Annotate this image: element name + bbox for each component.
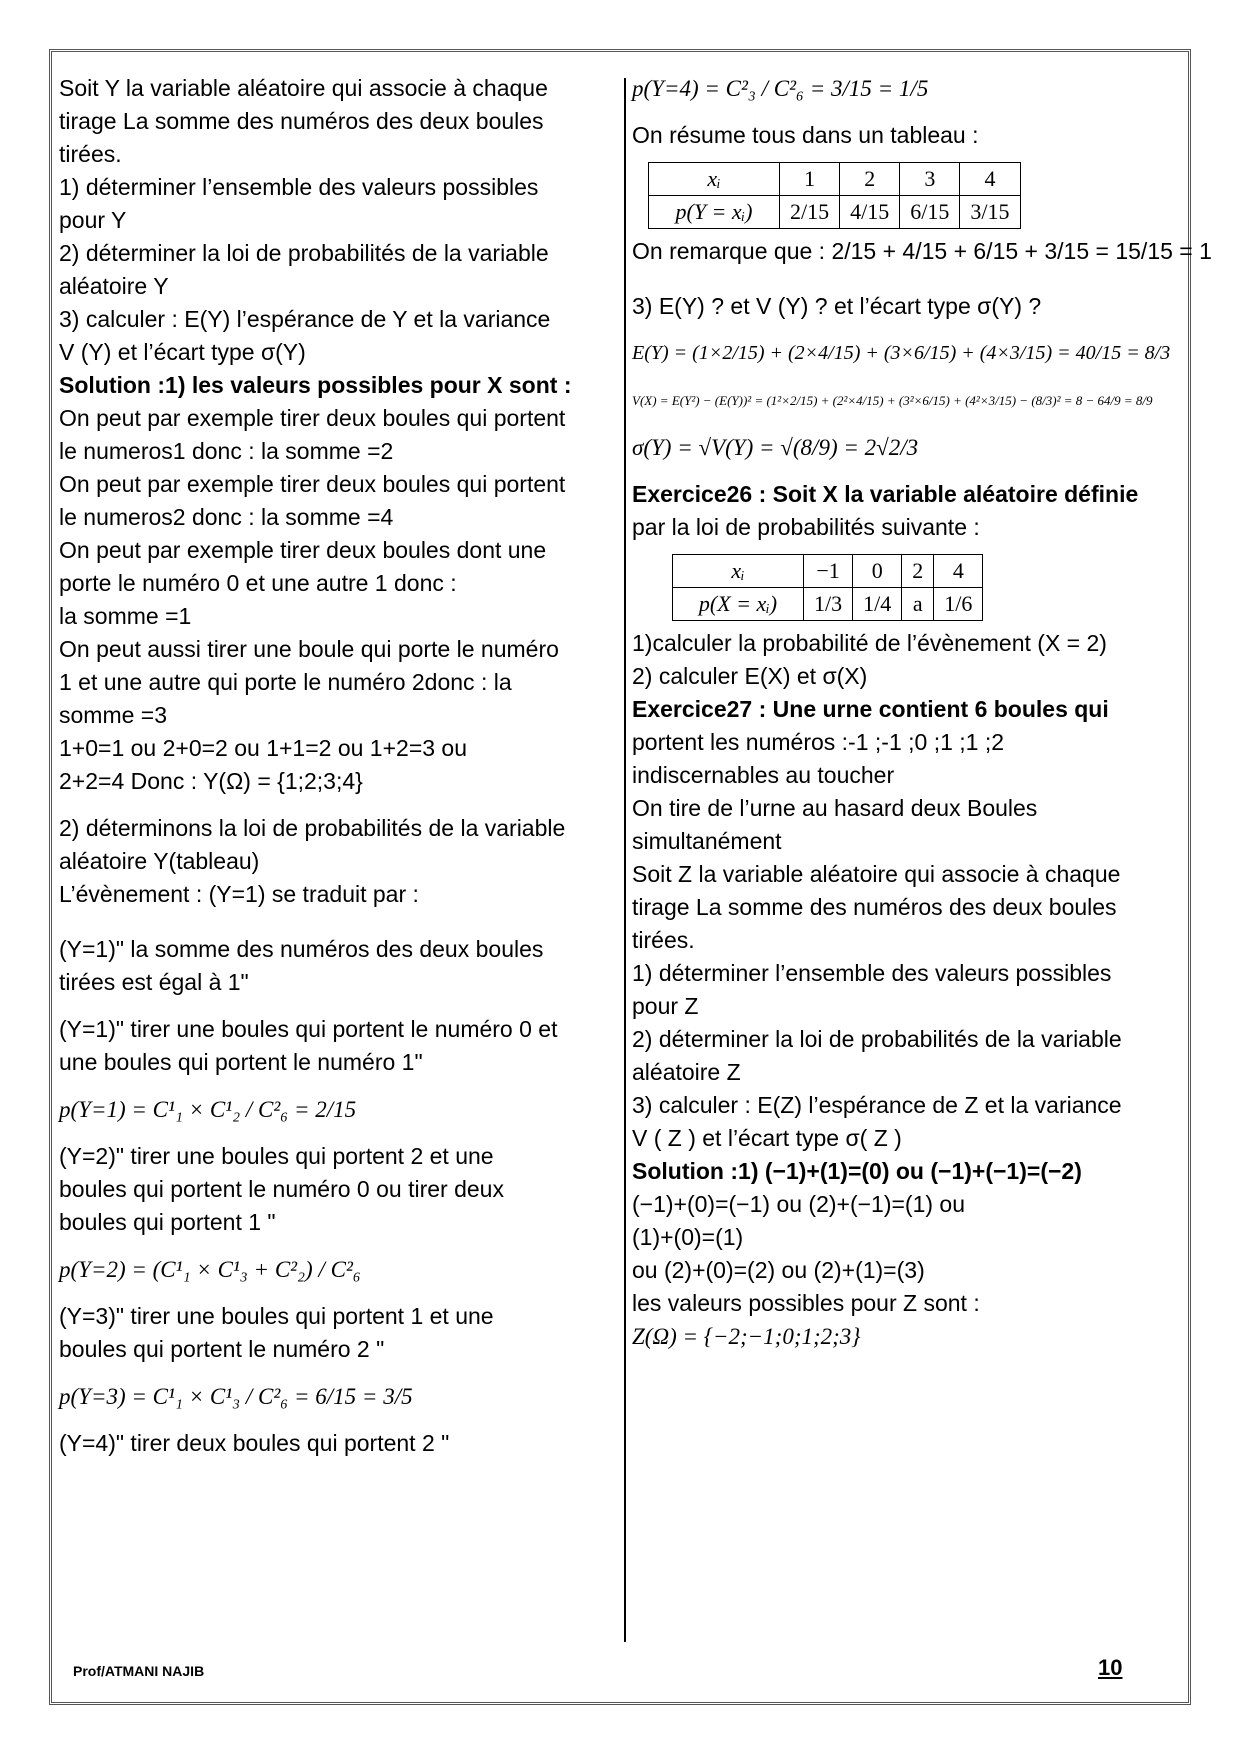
- formula-line: p(Y=1) = C¹₁ × C¹₂ / C²₆ = 2/15: [59, 1097, 357, 1122]
- text-line: boules qui portent le numéro 0 ou tirer deux: [59, 1176, 504, 1202]
- text-line: boules qui portent le numéro 2 ": [59, 1336, 385, 1362]
- table-cell: 2: [902, 555, 934, 588]
- table-cell: 2/15: [780, 196, 840, 229]
- text-line: V ( Z ) et l’écart type σ( Z ): [632, 1125, 902, 1151]
- text-line: On peut par exemple tirer deux boules qui portent: [59, 471, 566, 497]
- table-cell: 1: [780, 163, 840, 196]
- table-cell: 2: [840, 163, 900, 196]
- text-line: (Y=2)" tirer une boules qui portent 2 et une: [59, 1143, 494, 1169]
- exercise-title: Exercice26 : Soit X la variable aléatoire définie: [632, 481, 1139, 507]
- text-line: tirées.: [632, 927, 695, 953]
- table-cell: 4: [934, 555, 983, 588]
- text-line: On peut par exemple tirer deux boules dont une: [59, 537, 547, 563]
- text-line: (Y=4)" tirer deux boules qui portent 2 ": [59, 1430, 450, 1456]
- solution-line: Solution :1) (−1)+(1)=(0) ou (−1)+(−1)=(−2): [632, 1158, 1082, 1184]
- text-line: (Y=3)" tirer une boules qui portent 1 et une: [59, 1303, 494, 1329]
- right-column: [632, 72, 1212, 1353]
- probability-table-x: [672, 554, 983, 621]
- text-line: 2) calculer E(X) et σ(X): [632, 663, 868, 689]
- formula-line: p(Y=3) = C¹₁ × C¹₃ / C²₆ = 6/15 = 3/5: [59, 1384, 413, 1409]
- page-number: 10: [1098, 1655, 1123, 1680]
- table-cell: 4/15: [840, 196, 900, 229]
- left-column: [59, 72, 619, 1460]
- formula-line: V(X) = E(Y²) − (E(Y))² = (1²×2/15) + (2²×4/15) + (3²×6/15) + (4²×3/15) − (8/3)² = 8 − 64/9 = 8/9: [632, 393, 1153, 408]
- text-line: une boules qui portent le numéro 1": [59, 1049, 423, 1075]
- text-line: On peut par exemple tirer deux boules qui portent: [59, 405, 566, 431]
- formula-line: σ(Y) = √V(Y) = √(8/9) = 2√2/3: [632, 435, 919, 460]
- text-line: tirage La somme des numéros des deux boules: [59, 108, 544, 134]
- text-line: 2) déterminer la loi de probabilités de la variable: [632, 1026, 1122, 1052]
- text-line: aléatoire Y: [59, 273, 169, 299]
- table-header-xi: xᵢ: [673, 555, 804, 588]
- text-line: tirées.: [59, 141, 122, 167]
- table-cell: 3: [900, 163, 960, 196]
- table-cell: 3/15: [960, 196, 1020, 229]
- text-line: simultanément: [632, 828, 782, 854]
- text-line: tirage La somme des numéros des deux boules: [632, 894, 1117, 920]
- text-line: L’évènement : (Y=1) se traduit par :: [59, 881, 419, 907]
- text-line: 3) E(Y) ? et V (Y) ? et l’écart type σ(Y) ?: [632, 293, 1042, 319]
- text-line: portent les numéros :-1 ;-1 ;0 ;1 ;1 ;2: [632, 729, 1005, 755]
- text-line: On résume tous dans un tableau :: [632, 122, 979, 148]
- table-cell: −1: [804, 555, 853, 588]
- text-line: 1) déterminer l’ensemble des valeurs possibles: [632, 960, 1112, 986]
- text-line: 3) calculer : E(Y) l’espérance de Y et la variance: [59, 306, 551, 332]
- formula-line: p(Y=2) = (C¹₁ × C¹₃ + C²₂) / C²₆: [59, 1257, 361, 1282]
- math-line: (1)+(0)=(1): [632, 1224, 744, 1250]
- table-cell: 1/6: [934, 588, 983, 621]
- text-line: Soit Z la variable aléatoire qui associe à chaque: [632, 861, 1121, 887]
- text-line: 2) déterminons la loi de probabilités de la variable: [59, 815, 566, 841]
- text-line: pour Z: [632, 993, 699, 1019]
- text-line: 1 et une autre qui porte le numéro 2donc : la: [59, 669, 512, 695]
- exercise-title: Exercice27 : Une urne contient 6 boules qui: [632, 696, 1109, 722]
- text-line: aléatoire Z: [632, 1059, 741, 1085]
- text-line: tirées est égal à 1": [59, 969, 249, 995]
- text-line: somme =3: [59, 702, 168, 728]
- text-line: la somme =1: [59, 603, 192, 629]
- table-row-label: p(Y = xᵢ): [649, 196, 780, 229]
- text-line: les valeurs possibles pour Z sont :: [632, 1290, 980, 1316]
- text-line: On peut aussi tirer une boule qui porte le numéro: [59, 636, 559, 662]
- table-cell: 1/3: [804, 588, 853, 621]
- math-line: 1+0=1 ou 2+0=2 ou 1+1=2 ou 1+2=3 ou: [59, 735, 468, 761]
- text-line: porte le numéro 0 et une autre 1 donc :: [59, 570, 457, 596]
- text-line: (Y=1)" la somme des numéros des deux boules: [59, 936, 544, 962]
- table-header-xi: xᵢ: [649, 163, 780, 196]
- table-cell: 1/4: [853, 588, 902, 621]
- text-line: Soit Y la variable aléatoire qui associe à chaque: [59, 75, 548, 101]
- solution-line: Solution :1) les valeurs possibles pour X sont :: [59, 372, 572, 398]
- text-line: le numeros1 donc : la somme =2: [59, 438, 394, 464]
- text-line: indiscernables au toucher: [632, 762, 895, 788]
- text-line: On remarque que : 2/15 + 4/15 + 6/15 + 3/15 = 15/15 = 1: [632, 238, 1212, 264]
- text-line: 2) déterminer la loi de probabilités de la variable: [59, 240, 549, 266]
- formula-line: p(Y=4) = C²₃ / C²₆ = 3/15 = 1/5: [632, 76, 929, 101]
- text-line: par la loi de probabilités suivante :: [632, 514, 980, 540]
- text-line: aléatoire Y(tableau): [59, 848, 260, 874]
- formula-line: Z(Ω) = {−2;−1;0;1;2;3}: [632, 1324, 861, 1349]
- text-line: (Y=1)" tirer une boules qui portent le numéro 0 et: [59, 1016, 558, 1042]
- table-cell: 4: [960, 163, 1020, 196]
- table-cell: a: [902, 588, 934, 621]
- text-line: On tire de l’urne au hasard deux Boules: [632, 795, 1038, 821]
- text-line: 1)calculer la probabilité de l’évènement (X = 2): [632, 630, 1107, 656]
- text-line: V (Y) et l’écart type σ(Y): [59, 339, 306, 365]
- table-cell: 0: [853, 555, 902, 588]
- text-line: pour Y: [59, 207, 127, 233]
- text-line: le numeros2 donc : la somme =4: [59, 504, 394, 530]
- footer-author: Prof/ATMANI NAJIB: [73, 1663, 205, 1679]
- math-line: ou (2)+(0)=(2) ou (2)+(1)=(3): [632, 1257, 925, 1283]
- text-line: boules qui portent 1 ": [59, 1209, 276, 1235]
- text-line: 1) déterminer l’ensemble des valeurs possibles: [59, 174, 539, 200]
- column-divider: [624, 78, 626, 1642]
- table-cell: 6/15: [900, 196, 960, 229]
- formula-line: E(Y) = (1×2/15) + (2×4/15) + (3×6/15) + (4×3/15) = 40/15 = 8/3: [632, 342, 1171, 364]
- text-line: 3) calculer : E(Z) l’espérance de Z et la variance: [632, 1092, 1122, 1118]
- probability-table-y: [648, 162, 1021, 229]
- math-line: 2+2=4 Donc : Y(Ω) = {1;2;3;4}: [59, 768, 363, 794]
- math-line: (−1)+(0)=(−1) ou (2)+(−1)=(1) ou: [632, 1191, 966, 1217]
- table-row-label: p(X = xᵢ): [673, 588, 804, 621]
